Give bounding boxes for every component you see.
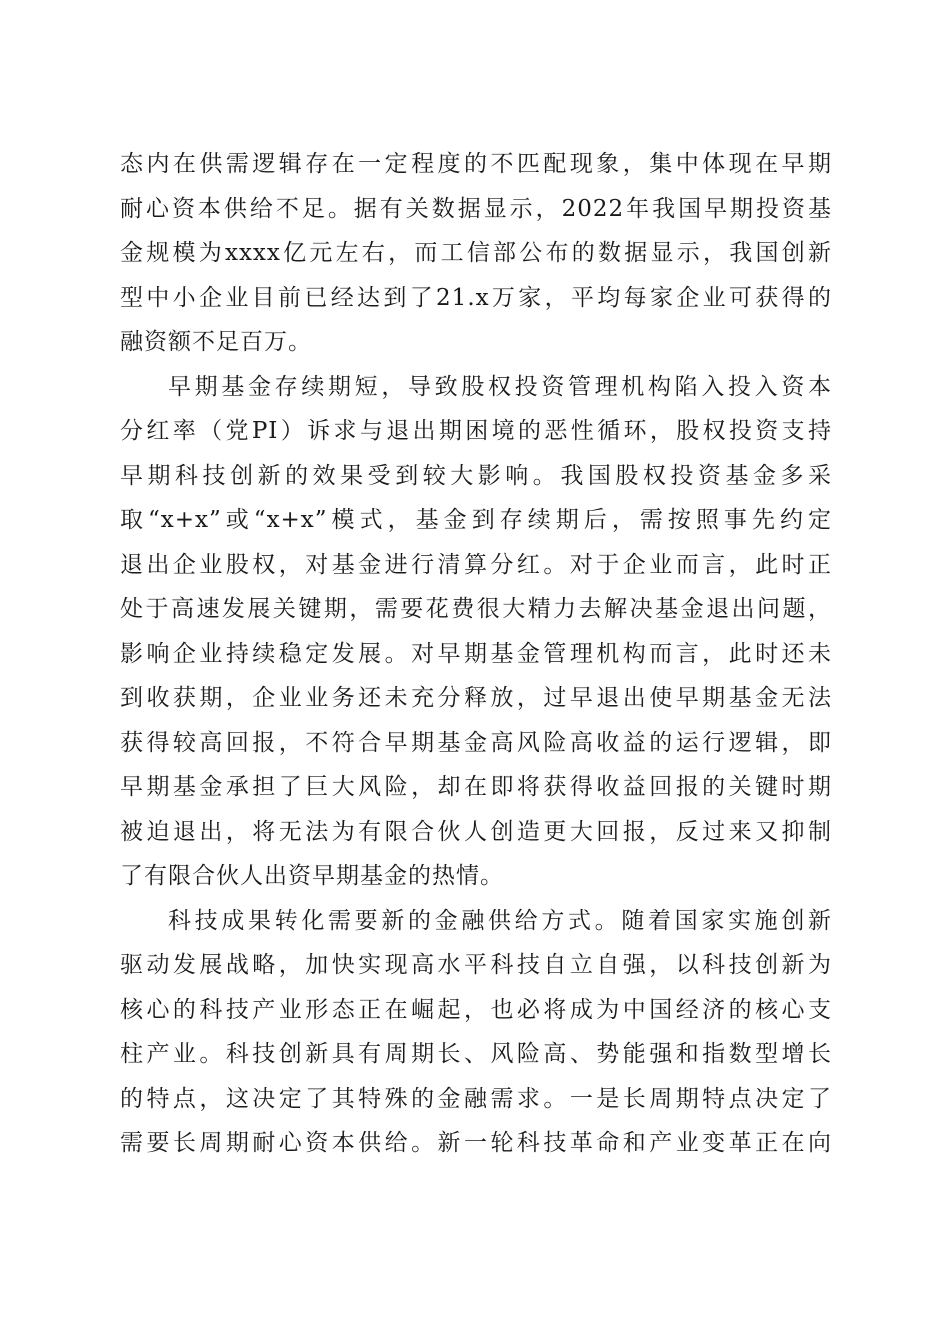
text-line: 被迫退出，将无法为有限合伙人创造更大回报，反过来又抑制: [120, 818, 832, 845]
text-line: 分红率（党PI）诉求与退出期困境的恶性循环，股权投资支持: [120, 418, 832, 444]
text-line: 早期基金承担了巨大风险，却在即将获得收益回报的关键时期: [120, 774, 832, 800]
text-line: 科技成果转化需要新的金融供给方式。随着国家实施创新: [168, 907, 832, 934]
text-line: 需要长周期耐心资本供给。新一轮科技革命和产业变革正在向: [120, 1130, 832, 1156]
text-line: 融资额不足百万。: [120, 329, 312, 355]
text-line: 处于高速发展关键期，需要花费很大精力去解决基金退出问题，: [120, 596, 832, 622]
text-line: 早期基金存续期短，导致股权投资管理机构陷入投入资本: [168, 373, 832, 400]
text-line: 到收获期，企业业务还未充分释放，过早退出使早期基金无法: [120, 685, 832, 711]
body-text: [120, 142, 832, 1166]
text-line: 退出企业股权，对基金进行清算分红。对于企业而言，此时正: [120, 551, 832, 578]
text-line: 耐心资本供给不足。据有关数据显示，2022年我国早期投资基: [120, 195, 832, 222]
text-line: 金规模为xxxx亿元左右，而工信部公布的数据显示，我国创新: [120, 240, 832, 266]
text-line: 柱产业。科技创新具有周期长、风险高、势能强和指数型增长: [120, 1041, 832, 1067]
text-line: 了有限合伙人出资早期基金的热情。: [120, 863, 504, 889]
text-line: 取“x+x”或“x+x”模式，基金到存续期后，需按照事先约定: [120, 507, 832, 533]
text-line: 核心的科技产业形态正在崛起，也必将成为中国经济的核心支: [120, 996, 832, 1023]
text-line: 获得较高回报，不符合早期基金高风险高收益的运行逻辑，即: [120, 729, 832, 756]
text-line: 的特点，这决定了其特殊的金融需求。一是长周期特点决定了: [120, 1085, 832, 1112]
text-line: 早期科技创新的效果受到较大影响。我国股权投资基金多采: [120, 462, 832, 489]
text-line: 型中小企业目前已经达到了21.x万家，平均每家企业可获得的: [120, 284, 832, 311]
text-line: 影响企业持续稳定发展。对早期基金管理机构而言，此时还未: [120, 640, 832, 667]
text-line: 态内在供需逻辑存在一定程度的不匹配现象，集中体现在早期: [120, 151, 832, 177]
text-line: 驱动发展战略，加快实现高水平科技自立自强，以科技创新为: [120, 952, 832, 978]
